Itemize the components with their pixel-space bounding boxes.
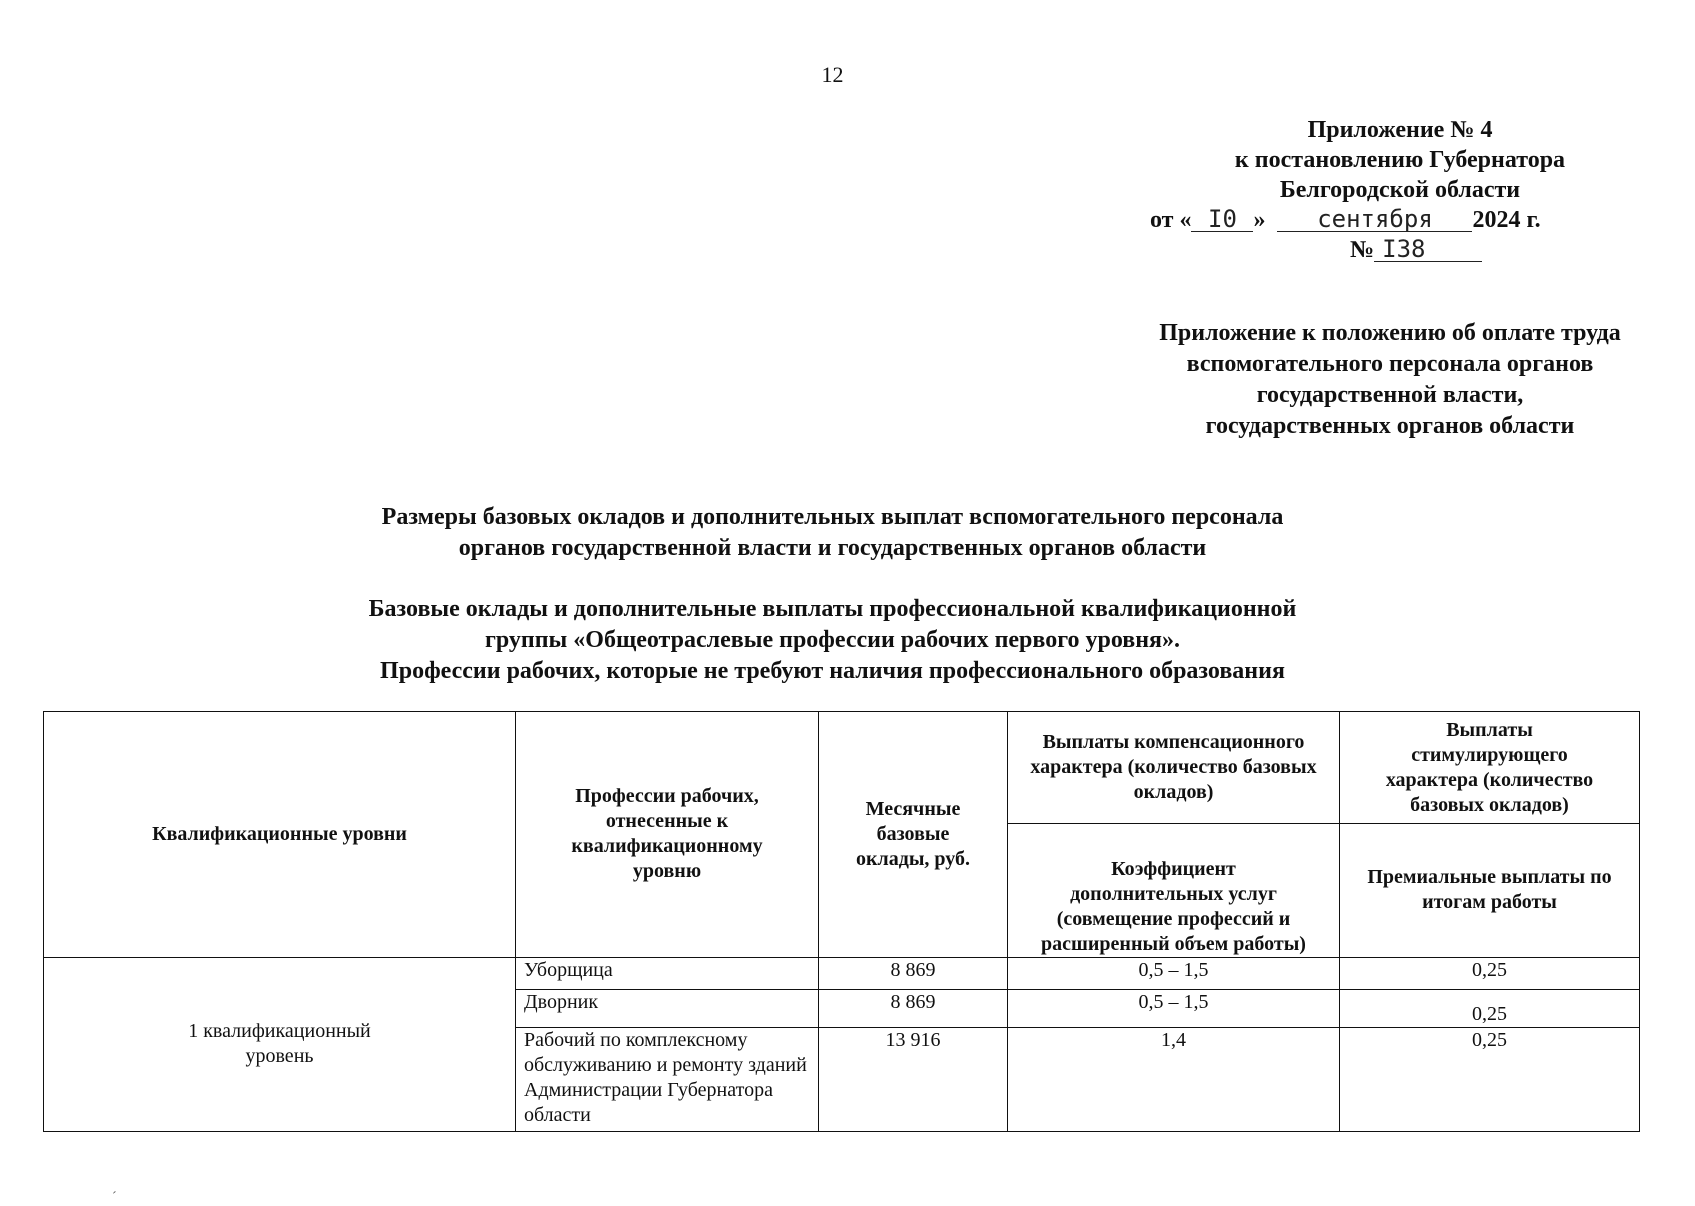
row-profession: Рабочий по комплексному обслуживанию и ремонту зданий Администрации Губернатора области (516, 1027, 819, 1131)
regulation-appendix-header (1090, 318, 1690, 442)
date-year: 2024 г. (1472, 207, 1541, 233)
header-coefficient: Коэффициент дополнительных услуг (совмещение профессий и расширенный объем работы) (1008, 824, 1340, 957)
decree-number: I38 (1382, 235, 1426, 263)
date-month-field (1277, 205, 1472, 233)
title-line-2: органов государственной власти и государственных органов области (458, 535, 1207, 561)
document-title (0, 502, 1665, 564)
header-professions: Профессии рабочих, отнесенные к квалификационному уровню (516, 712, 819, 958)
date-mid: » (1253, 207, 1266, 233)
row-coefficient: 1,4 (1008, 1027, 1340, 1131)
section-subtitle (0, 594, 1665, 687)
salary-table (43, 711, 1640, 1132)
row-salary: 8 869 (819, 957, 1008, 989)
regulation-line-4: государственных органов области (1205, 413, 1575, 439)
decree-date-line (1150, 205, 1695, 235)
subtitle-line-2: группы «Общеотраслевые профессии рабочих первого уровня». (484, 627, 1181, 653)
row-coefficient: 0,5 – 1,5 (1008, 957, 1340, 989)
table-header-row-1 (44, 712, 1640, 824)
header-levels: Квалификационные уровни (44, 712, 516, 958)
appendix-4-decree-line: к постановлению Губернатора (1234, 147, 1566, 173)
stray-mark: ˊ (112, 1190, 117, 1205)
row-bonus: 0,25 (1340, 989, 1640, 1027)
appendix-4-region-line: Белгородской области (1279, 177, 1521, 203)
header-stimulating: Выплаты стимулирующего характера (количество базовых окладов) (1340, 712, 1640, 824)
row-bonus: 0,25 (1340, 957, 1640, 989)
appendix-4-title: Приложение № 4 (1307, 117, 1493, 143)
qualification-level: 1 квалификационный уровень (44, 957, 516, 1131)
header-salary: Месячные базовые оклады, руб. (819, 712, 1008, 958)
date-day: I0 (1208, 205, 1237, 233)
number-field (1374, 235, 1482, 263)
row-salary: 8 869 (819, 989, 1008, 1027)
regulation-line-2: вспомогательного персонала органов (1186, 351, 1594, 377)
date-month: сентября (1317, 205, 1433, 233)
date-prefix: от « (1150, 207, 1192, 233)
row-bonus: 0,25 (1340, 1027, 1640, 1131)
regulation-line-3: государственной власти, (1256, 382, 1524, 408)
page-number: 12 (821, 62, 844, 87)
subtitle-line-3: Профессии рабочих, которые не требуют наличия профессионального образования (380, 658, 1285, 684)
table-row (44, 957, 1640, 989)
number-prefix: № (1350, 237, 1375, 263)
row-profession: Дворник (516, 989, 819, 1027)
row-salary: 13 916 (819, 1027, 1008, 1131)
row-coefficient: 0,5 – 1,5 (1008, 989, 1340, 1027)
row-profession: Уборщица (516, 957, 819, 989)
subtitle-line-1: Базовые оклады и дополнительные выплаты профессиональной квалификационной (368, 596, 1297, 622)
regulation-line-1: Приложение к положению об оплате труда (1159, 320, 1621, 346)
date-day-field (1191, 205, 1253, 233)
title-line-1: Размеры базовых окладов и дополнительных выплат вспомогательного персонала (381, 504, 1284, 530)
header-bonus: Премиальные выплаты по итогам работы (1340, 824, 1640, 957)
header-compensation: Выплаты компенсационного характера (количество базовых окладов) (1008, 712, 1340, 824)
decree-number-line (1350, 235, 1695, 265)
appendix-4-header (1150, 115, 1695, 265)
